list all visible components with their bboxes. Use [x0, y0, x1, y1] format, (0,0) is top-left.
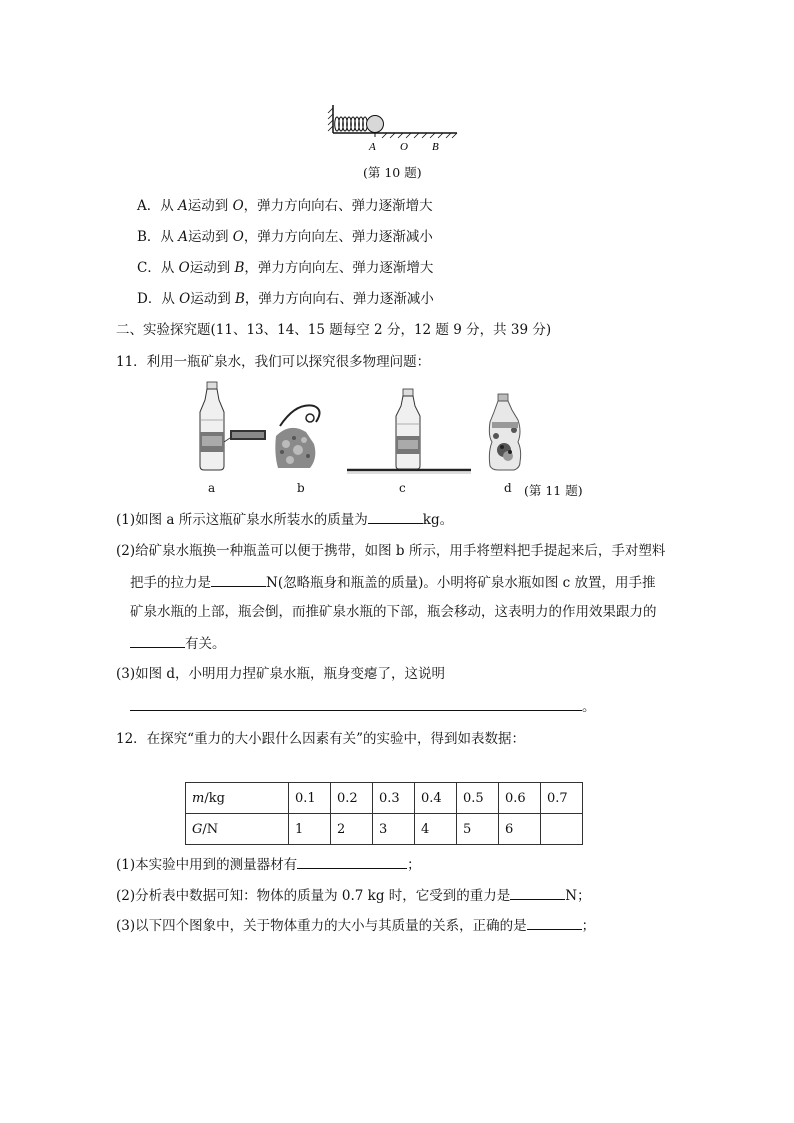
q11-part2-line4: 有关。 [130, 633, 226, 654]
mass-header: m/kg [186, 783, 289, 814]
weight-cell: 4 [415, 814, 457, 845]
point-a-label: A [369, 141, 376, 153]
fig11-label-b: b [297, 481, 305, 495]
mass-cell: 0.1 [289, 783, 331, 814]
weight-cell: 3 [373, 814, 415, 845]
weight-cell: 1 [289, 814, 331, 845]
squeezed-bottle-figure-d [484, 392, 526, 472]
mass-cell: 0.5 [457, 783, 499, 814]
mass-cell: 0.3 [373, 783, 415, 814]
q11-answer-blank-2[interactable] [211, 572, 266, 587]
mass-cell: 0.7 [541, 783, 583, 814]
mass-cell: 0.2 [331, 783, 373, 814]
fig11-label-c: c [399, 481, 406, 495]
mass-cell: 0.4 [415, 783, 457, 814]
spring-ball-figure [325, 100, 465, 155]
q12-part3: (3)以下四个图象中，关于物体重力的大小与其质量的关系，正确的是 ； [116, 915, 595, 936]
q11-answer-blank-3[interactable] [130, 633, 185, 648]
q12-part2: (2)分析表中数据可知：物体的质量为 0.7 kg 时，它受到的重力是 N； [116, 885, 591, 906]
q12-answer-blank-2[interactable] [510, 885, 565, 900]
q11-part2-line2: 把手的拉力是 N(忽略瓶身和瓶盖的质量)。小明将矿泉水瓶如图 c 放置，用手推 [130, 572, 656, 593]
bottle-figure-a [192, 380, 270, 474]
q11-part2-line1: (2)给矿泉水瓶换一种瓶盖可以便于携带，如图 b 所示，用手将塑料把手提起来后，手对塑料 [116, 543, 666, 559]
point-b-label: B [432, 141, 439, 153]
q11-part3-line2: 。 [130, 696, 596, 717]
q11-stem: 11．利用一瓶矿泉水，我们可以探究很多物理问题： [116, 354, 431, 370]
q11-part3-line1: (3)如图 d，小明用力捏矿泉水瓶，瓶身变瘪了，这说明 [116, 666, 446, 682]
q10-option-a: A．从 A运动到 O，弹力方向向右、弹力逐渐增大 [137, 198, 433, 214]
weight-header: G/N [186, 814, 289, 845]
mass-weight-table [185, 782, 583, 845]
q12-part1: (1)本实验中用到的测量器材有 ； [116, 854, 421, 875]
section2-title: 二、实验探究题(11、13、14、15 题每空 2 分，12 题 9 分，共 39 分) [116, 322, 552, 338]
weight-cell-empty[interactable] [541, 814, 583, 845]
point-o-label: O [400, 141, 408, 153]
fig11-label-a: a [208, 481, 216, 495]
weight-cell: 6 [499, 814, 541, 845]
q11-part2-line3: 矿泉水瓶的上部，瓶会倒，而推矿泉水瓶的下部，瓶会移动，这表明力的作用效果跟力的 [130, 604, 657, 620]
weight-cell: 5 [457, 814, 499, 845]
q11-answer-blank-1[interactable] [368, 509, 423, 524]
q12-stem: 12．在探究“重力的大小跟什么因素有关”的实验中，得到如表数据： [116, 731, 525, 747]
q10-option-b: B．从 A运动到 O，弹力方向向左、弹力逐渐减小 [137, 229, 433, 245]
bottle-cap-handle-figure-b [270, 392, 330, 472]
fig11-caption: (第 11 题) [524, 483, 583, 498]
q12-answer-blank-1[interactable] [297, 854, 407, 869]
q10-option-c: C．从 O运动到 B，弹力方向向左、弹力逐渐增大 [137, 260, 434, 276]
mass-cell: 0.6 [499, 783, 541, 814]
q11-part1: (1)如图 a 所示这瓶矿泉水所装水的质量为 kg。 [116, 509, 453, 530]
bottle-on-table-figure-c [343, 386, 475, 474]
q10-option-d: D．从 O运动到 B，弹力方向向右、弹力逐渐减小 [137, 291, 434, 307]
q12-answer-blank-3[interactable] [527, 915, 582, 930]
table-row [186, 814, 583, 845]
fig11-label-d: d [504, 481, 512, 495]
weight-cell: 2 [331, 814, 373, 845]
table-row [186, 783, 583, 814]
q11-answer-blank-4[interactable] [130, 696, 582, 711]
fig10-caption: (第 10 题) [363, 165, 422, 180]
